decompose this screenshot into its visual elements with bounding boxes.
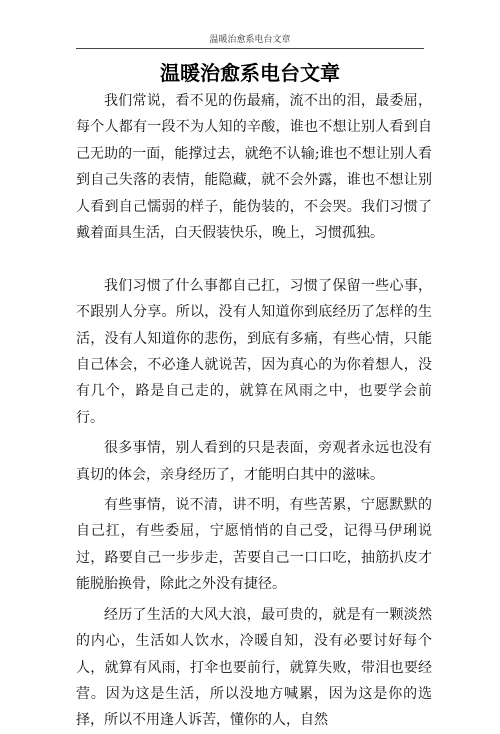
paragraph: 有些事情，说不清，讲不明，有些苦累，宁愿默默的自己扛，有些委屈，宁愿悄悄的自己受，记得马伊琍说过，路要自己一步步走，苦要自己一口口吃，抽筋扒皮才能脱胎换骨，除此之外没有捷径。 [76, 497, 432, 593]
running-header: 温暖治愈系电台文章 [209, 35, 291, 45]
document-body [76, 88, 432, 734]
paragraph: 我们习惯了什么事都自己扛，习惯了保留一些心事，不跟别人分享。所以，没有人知道你到底经历了怎样的生活，没有人知道你的悲伤，到底有多痛，有些心情，只能自己体会，不必逢人就说苦，因为真心的为你着想人，没有几个，路是自己走的，就算在风雨之中，也要学会前行。 [76, 277, 432, 426]
header-divider [76, 48, 424, 49]
document-title: 温暖治愈系电台文章 [160, 61, 340, 85]
paragraph: 很多事情，别人看到的只是表面，旁观者永远也没有真切的体会，亲身经历了，才能明白其中的滋味。 [76, 440, 432, 483]
paragraph: 我们常说，看不见的伤最痛，流不出的泪，最委屈，每个人都有一段不为人知的辛酸，谁也不想让别人看到自己无助的一面，能撑过去，就绝不认输;谁也不想让别人看到自己失落的表情，能隐藏，就不会外露，谁也不想让别人看到自己懦弱的样子，能伪装的，不会哭。我们习惯了戴着面具生活，白天假装快乐，晚上，习惯孤独。 [76, 93, 432, 242]
paragraph: 经历了生活的大风大浪，最可贵的，就是有一颗淡然的内心，生活如人饮水，冷暖自知，没有必要讨好每个人，就算有风雨，打伞也要前行，就算失败，带泪也要经营。因为这是生活，所以没地方喊累，因为这是你的选择，所以不用逢人诉苦，懂你的人，自然 [76, 606, 432, 729]
